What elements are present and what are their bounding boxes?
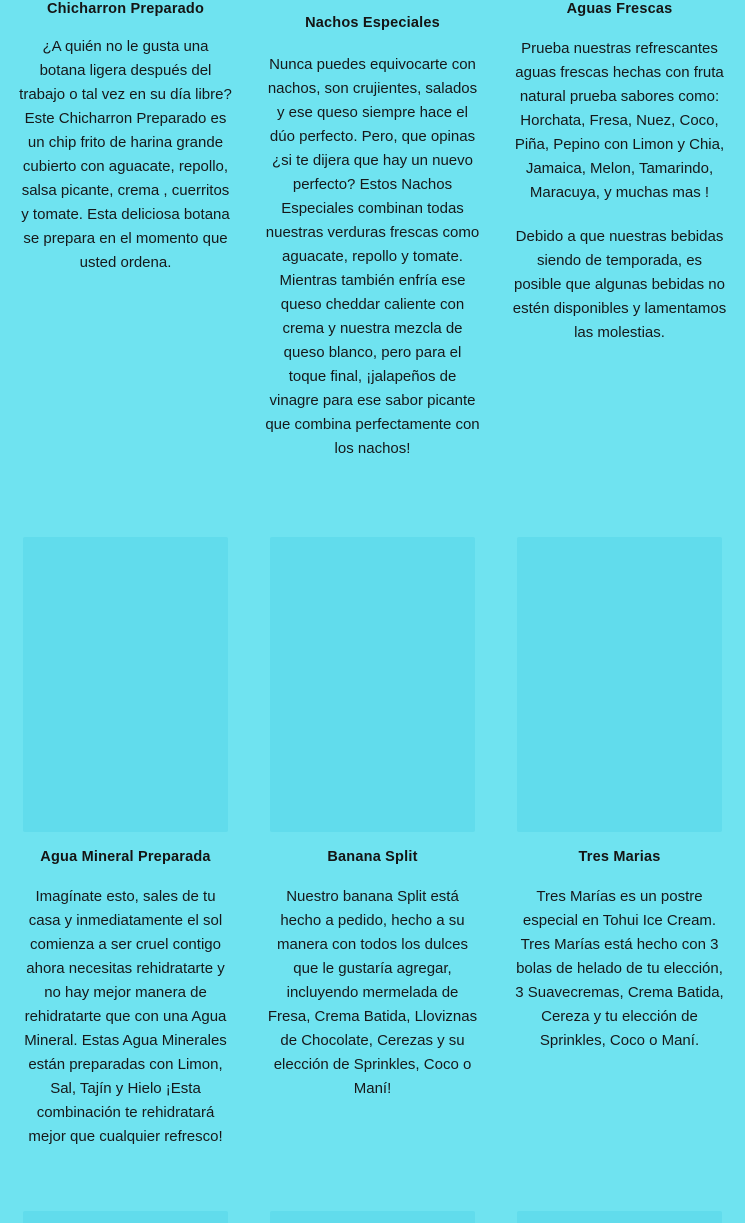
menu-item-description: Prueba nuestras refrescantes aguas frescas hechas con fruta natural prueba sabores como: Horchata, Fresa, Nuez, Coco, Piña, Pepino con Limon y Chia, Jamaica, Melon, Tamarindo, Maracuya, y muchas mas ! [514, 39, 725, 201]
menu-item-agua-mineral-preparada [10, 537, 241, 1149]
row-spacer [0, 461, 745, 537]
menu-row-top [0, 0, 745, 461]
menu-item-chicharron-preparado [10, 0, 241, 461]
menu-item-description: Imagínate esto, sales de tu casa y inmediatamente el sol comienza a ser cruel contigo ahora necesitas rehidratarte y no hay mejor manera de rehidratarte que con una Agua Mineral. Estas Agua Minerales están preparadas con Limon, Sal, Tajín y Hielo ¡Esta combinación te rehidratará mejor que cualquier refresco! [24, 887, 227, 1145]
menu-item-description: Nuestro banana Split está hecho a pedido, hecho a su manera con todos los dulces que le gustaría agregar, incluyendo mermelada de Fresa, Crema Batida, Lloviznas de Chocolate, Cerezas y su elección de Sprinkles, Coco o Maní! [267, 887, 478, 1097]
next-item-photo-3 [517, 1211, 722, 1223]
tres-marias-photo [517, 537, 722, 832]
menu-item-note: Debido a que nuestras bebidas siendo de temporada, es posible que algunas bebidas no estén disponibles y lamentamos las molestias. [512, 227, 727, 341]
agua-mineral-preparada-photo [23, 537, 228, 832]
menu-row-second [0, 537, 745, 1149]
menu-item-title: Agua Mineral Preparada [40, 848, 211, 865]
next-item-photo-1 [23, 1211, 228, 1223]
menu-item-title: Tres Marias [578, 848, 661, 865]
menu-item-title: Aguas Frescas [566, 1, 673, 17]
menu-item-aguas-frescas [504, 0, 735, 461]
next-item-photo-2 [270, 1211, 475, 1223]
menu-item-title: Banana Split [327, 848, 418, 865]
menu-item-title: Nachos Especiales [305, 15, 440, 31]
menu-item-nachos-especiales [257, 0, 488, 461]
menu-item-title: Chicharron Preparado [46, 1, 205, 17]
menu-item-description: ¿A quién no le gusta una botana ligera después del trabajo o tal vez en su día libre? Este Chicharron Preparado es un chip frito de harina grande cubierto con aguacate, repollo, salsa picante, crema , cuerritos y tomate. Esta deliciosa botana se prepara en el momento que usted ordena. [19, 37, 232, 271]
menu-item-tres-marias [504, 537, 735, 1149]
menu-item-banana-split [257, 537, 488, 1149]
banana-split-photo [270, 537, 475, 832]
menu-row-third-partial [0, 1211, 745, 1223]
menu-item-description: Tres Marías es un postre especial en Tohui Ice Cream. Tres Marías está hecho con 3 bolas de helado de tu elección, 3 Suavecremas, Crema Batida, Cereza y tu elección de Sprinkles, Coco o Maní. [515, 887, 724, 1049]
menu-item-description: Nunca puedes equivocarte con nachos, son crujientes, salados y ese queso siempre hace el dúo perfecto. Pero, que opinas ¿si te dijera que hay un nuevo perfecto? Estos Nachos Especiales combinan todas nuestras verduras frescas como aguacate, repollo y tomate. Mientras también enfría ese queso cheddar caliente con crema y nuestra mezcla de queso blanco, pero para el toque final, ¡jalapeños de vinagre para ese sabor picante que combina perfectamente con los nachos! [265, 55, 480, 457]
row-spacer [0, 1149, 745, 1211]
